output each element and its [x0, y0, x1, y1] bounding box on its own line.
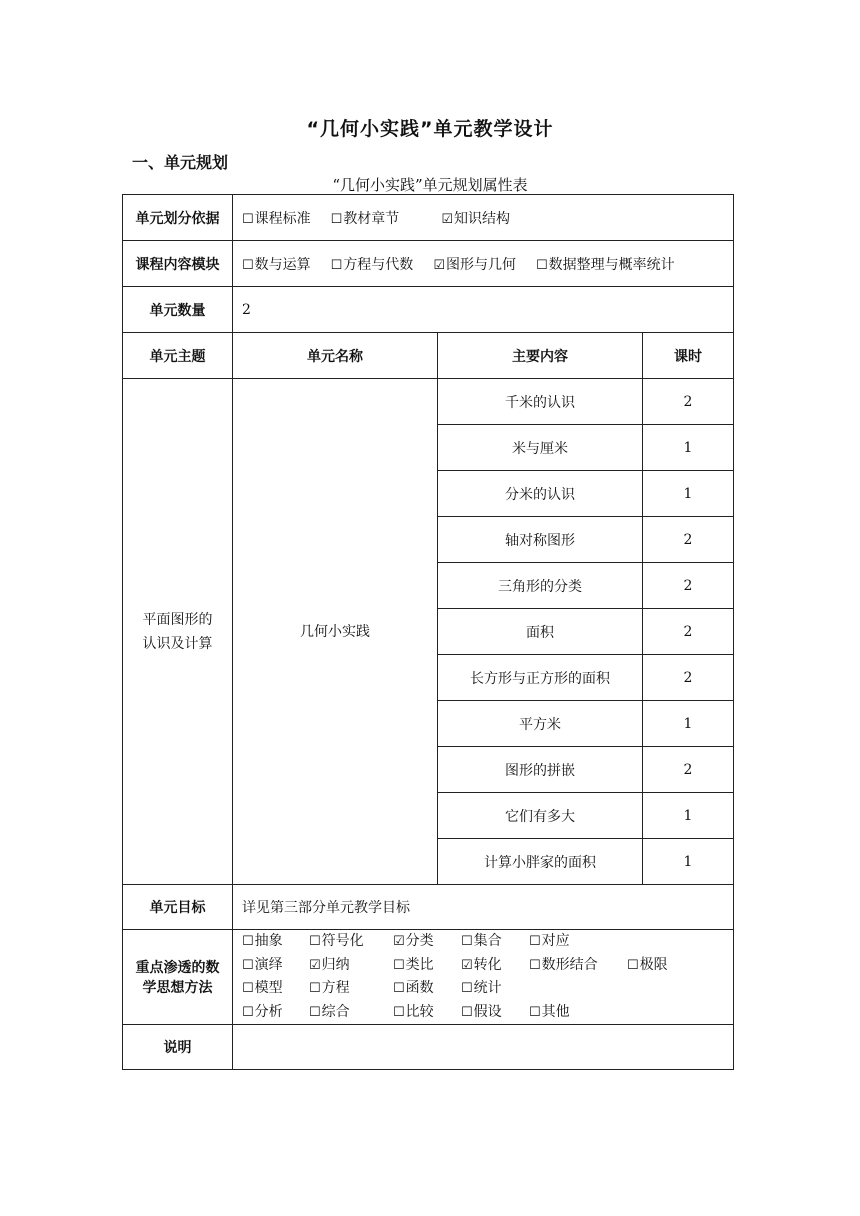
unit-theme-line2: 认识及计算: [142, 635, 213, 652]
methods-cell: [309, 930, 393, 954]
checkbox-option: [309, 1001, 350, 1025]
checkbox-option: [242, 954, 283, 978]
methods-label: [123, 930, 233, 1025]
checked-box-icon: ☑: [441, 211, 453, 227]
lesson-hours: 2: [643, 563, 734, 609]
unchecked-box-icon: ☐: [330, 257, 343, 273]
unchecked-box-icon: ☐: [330, 211, 343, 227]
checkbox-label: 比较: [405, 1003, 434, 1020]
checkbox-option: [461, 977, 502, 1001]
methods-cell: [309, 954, 393, 978]
goal-label: 单元目标: [123, 885, 233, 930]
lesson-content: 千米的认识: [438, 379, 643, 425]
unchecked-box-icon: ☐: [461, 1004, 473, 1020]
checkbox-label: 数据整理与概率统计: [548, 256, 675, 273]
checkbox-label: 分析: [254, 1003, 283, 1020]
methods-cell: [529, 930, 627, 954]
lesson-content: 长方形与正方形的面积: [438, 655, 643, 701]
methods-cell: [393, 1001, 461, 1025]
count-value: 2: [233, 287, 734, 333]
checkbox-option: [309, 977, 350, 1001]
checkbox-label: 综合: [321, 1003, 350, 1020]
checkbox-label: 归纳: [321, 956, 350, 973]
lesson-content: 计算小胖家的面积: [438, 839, 643, 885]
unit-name: 几何小实践: [233, 379, 438, 885]
basis-row: [123, 195, 734, 241]
checkbox-option: [393, 930, 434, 954]
note-row: [123, 1025, 734, 1070]
methods-cell: [461, 1001, 529, 1025]
checkbox-option: [331, 254, 414, 274]
lesson-content: 图形的拼嵌: [438, 747, 643, 793]
checkbox-label: 集合: [473, 933, 502, 949]
methods-cell: [627, 977, 687, 1001]
lesson-content: 面积: [438, 609, 643, 655]
module-options: [233, 241, 734, 287]
unchecked-box-icon: ☐: [393, 981, 405, 996]
checkbox-option: [393, 1001, 434, 1025]
checkbox-option: [461, 954, 502, 978]
checkbox-label: 演绎: [254, 956, 283, 973]
unchecked-box-icon: ☐: [242, 981, 254, 996]
methods-cell: [529, 954, 627, 978]
methods-label-line2: 学思想方法: [142, 980, 213, 996]
unchecked-box-icon: ☐: [535, 257, 548, 273]
lesson-hours: 1: [643, 701, 734, 747]
table-caption: “几何小实践”单元规划属性表: [332, 176, 528, 194]
checkbox-label: 图形与几何: [445, 256, 516, 273]
unchecked-box-icon: ☐: [529, 934, 541, 949]
basis-options: [233, 195, 734, 241]
methods-cell: [529, 1001, 627, 1025]
checkbox-option: [529, 930, 570, 954]
unchecked-box-icon: ☐: [242, 1004, 254, 1020]
checkbox-label: 符号化: [321, 933, 364, 949]
unchecked-box-icon: ☐: [242, 957, 254, 973]
lesson-hours: 1: [643, 425, 734, 471]
checkbox-label: 类比: [405, 956, 434, 973]
unchecked-box-icon: ☐: [309, 1004, 321, 1020]
checkbox-option: [242, 977, 283, 1001]
checkbox-label: 假设: [473, 1003, 502, 1020]
header-hours: 课时: [643, 333, 734, 379]
header-name: 单元名称: [233, 333, 438, 379]
methods-cell: [309, 1001, 393, 1025]
unchecked-box-icon: ☐: [242, 257, 254, 273]
checkbox-option: [393, 977, 434, 1001]
checked-box-icon: ☑: [461, 957, 473, 973]
checkbox-label: 方程与代数: [343, 256, 414, 273]
lesson-content: 轴对称图形: [438, 517, 643, 563]
header-theme: 单元主题: [123, 333, 233, 379]
checkbox-label: 分类: [405, 933, 434, 949]
unchecked-box-icon: ☐: [627, 957, 639, 973]
unchecked-box-icon: ☐: [309, 981, 321, 996]
methods-options: [233, 930, 734, 1025]
methods-label-line1: 重点渗透的数: [135, 960, 220, 976]
checkbox-label: 模型: [254, 980, 283, 996]
methods-cell: [309, 977, 393, 1001]
methods-cell: [627, 930, 687, 954]
checked-box-icon: ☑: [393, 934, 405, 949]
header-content: 主要内容: [438, 333, 643, 379]
lesson-row: [123, 379, 734, 425]
checkbox-label: 抽象: [254, 933, 283, 949]
lesson-hours: 1: [643, 839, 734, 885]
checkbox-option: [242, 1001, 283, 1025]
methods-cell: [242, 954, 309, 978]
checkbox-label: 数形结合: [541, 956, 598, 973]
checkbox-option: [461, 1001, 502, 1025]
methods-cell: [627, 1001, 687, 1025]
unit-theme: [123, 379, 233, 885]
checkbox-option: [627, 954, 668, 978]
methods-grid: [242, 930, 724, 1024]
unchecked-box-icon: ☐: [393, 1004, 405, 1020]
module-label: 课程内容模块: [123, 241, 233, 287]
methods-cell: [242, 930, 309, 954]
unchecked-box-icon: ☐: [242, 211, 254, 227]
basis-label: 单元划分依据: [123, 195, 233, 241]
checkbox-option: [441, 208, 510, 228]
section-heading: 一、单元规划: [132, 153, 229, 172]
methods-cell: [627, 954, 687, 978]
methods-cell: [393, 954, 461, 978]
methods-cell: [461, 954, 529, 978]
module-row: [123, 241, 734, 287]
checkbox-option: [536, 254, 675, 274]
unchecked-box-icon: ☐: [529, 1004, 541, 1020]
checkbox-option: [331, 208, 400, 228]
goal-row: [123, 885, 734, 930]
checkbox-option: [242, 930, 283, 954]
checkbox-label: 教材章节: [343, 210, 400, 227]
checkbox-option: [433, 254, 516, 274]
lesson-hours: 2: [643, 747, 734, 793]
goal-value: 详见第三部分单元教学目标: [233, 885, 734, 930]
methods-cell: [393, 930, 461, 954]
checkbox-option: [242, 254, 311, 274]
lesson-content: 它们有多大: [438, 793, 643, 839]
checkbox-label: 对应: [541, 933, 570, 949]
methods-cell: [529, 977, 627, 1001]
lesson-hours: 2: [643, 379, 734, 425]
unchecked-box-icon: ☐: [309, 934, 321, 949]
checkbox-label: 方程: [321, 980, 350, 996]
unit-attribute-table: [122, 194, 734, 1070]
lesson-content: 分米的认识: [438, 471, 643, 517]
unit-theme-line1: 平面图形的: [142, 611, 213, 628]
checkbox-label: 课程标准: [254, 210, 311, 227]
methods-row: [123, 930, 734, 1025]
checked-box-icon: ☑: [433, 257, 445, 273]
checkbox-label: 转化: [473, 956, 502, 973]
lesson-content: 米与厘米: [438, 425, 643, 471]
methods-cell: [461, 930, 529, 954]
count-label: 单元数量: [123, 287, 233, 333]
count-row: [123, 287, 734, 333]
document-title: “几何小实践”单元教学设计: [306, 118, 554, 140]
checkbox-option: [529, 954, 598, 978]
methods-cell: [461, 977, 529, 1001]
lesson-hours: 2: [643, 609, 734, 655]
note-label: 说明: [123, 1025, 233, 1070]
unchecked-box-icon: ☐: [529, 957, 541, 973]
lesson-hours: 1: [643, 471, 734, 517]
lesson-hours: 1: [643, 793, 734, 839]
methods-cell: [393, 977, 461, 1001]
methods-cell: [242, 977, 309, 1001]
checkbox-option: [242, 208, 311, 228]
checkbox-label: 其他: [541, 1003, 570, 1020]
checkbox-option: [309, 954, 350, 978]
checkbox-label: 数与运算: [254, 256, 311, 273]
checkbox-label: 函数: [405, 980, 434, 996]
lesson-hours: 2: [643, 517, 734, 563]
unchecked-box-icon: ☐: [461, 981, 473, 996]
unchecked-box-icon: ☐: [461, 934, 473, 949]
methods-cell: [242, 1001, 309, 1025]
checkbox-option: [309, 930, 364, 954]
unchecked-box-icon: ☐: [393, 957, 405, 973]
checkbox-option: [529, 1001, 570, 1025]
lesson-content: 三角形的分类: [438, 563, 643, 609]
checkbox-label: 知识结构: [453, 210, 510, 227]
checked-box-icon: ☑: [309, 957, 321, 973]
lesson-content: 平方米: [438, 701, 643, 747]
lesson-hours: 2: [643, 655, 734, 701]
checkbox-label: 极限: [639, 956, 668, 973]
checkbox-option: [393, 954, 434, 978]
table-header-row: [123, 333, 734, 379]
checkbox-option: [461, 930, 502, 954]
checkbox-label: 统计: [473, 980, 502, 996]
note-value: [233, 1025, 734, 1070]
unchecked-box-icon: ☐: [242, 934, 254, 949]
